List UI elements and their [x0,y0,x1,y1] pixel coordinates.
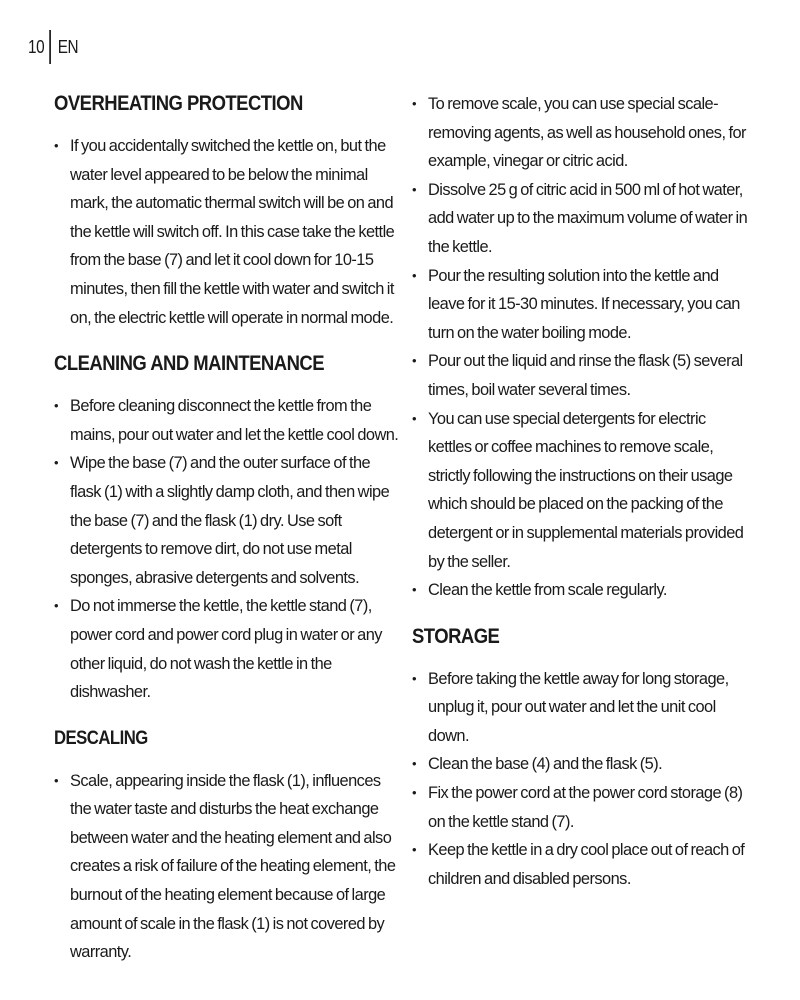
section-storage [412,623,752,894]
list-item: • Wipe the base (7) and the outer surface of the flask (1) with a slightly damp cloth, and then wipe the base (7) and the flask (1) dry. Use soft detergents to remove dirt, do not use metal sponges, abrasive detergents and solvents. [54,449,399,592]
list-item: • Scale, appearing inside the flask (1), influences the water taste and disturbs the heat exchange between water and the heating element and also creates a risk of failure of the heating element, the burnout of the heating element because of large amount of scale in the flask (1) is not covered by warranty. [54,767,399,967]
heading-descaling: DESCALING [54,727,148,749]
list-item: • Clean the base (4) and the flask (5). [412,750,752,779]
descaling-steps-list [412,90,752,605]
list-item: • Dissolve 25 g of citric acid in 500 ml of hot water, add water up to the maximum volume of water in the kettle. [412,176,752,262]
language-code: EN [57,36,79,57]
list-item: • To remove scale, you can use special scale-removing agents, as well as household ones, for example, vinegar or citric acid. [412,90,752,176]
list-item: • Clean the kettle from scale regularly. [412,576,752,605]
right-column [412,90,752,911]
page-header [28,30,78,64]
cleaning-list [54,392,399,707]
heading-cleaning-maintenance: CLEANING AND MAINTENANCE [54,352,325,376]
storage-list [412,665,752,894]
left-column [54,90,399,985]
descaling-list [54,767,399,967]
overheating-list [54,132,399,332]
section-descaling [54,725,399,967]
heading-overheating-protection: OVERHEATING PROTECTION [54,92,303,115]
page-number: 10 [28,36,45,57]
list-item: • You can use special detergents for electric kettles or coffee machines to remove scale, strictly following the instructions on their usage which should be placed on the packing of the detergent or in supplemental materials provided by the seller. [412,405,752,577]
list-item: • Do not immerse the kettle, the kettle stand (7), power cord and power cord plug in water or any other liquid, do not wash the kettle in the dishwasher. [54,592,399,706]
section-overheating-protection [54,90,399,332]
section-cleaning-maintenance [54,350,399,707]
list-item: • Before taking the kettle away for long storage, unplug it, pour out water and let the unit cool down. [412,665,752,751]
list-item: • Keep the kettle in a dry cool place out of reach of children and disabled persons. [412,836,752,893]
list-item: • Fix the power cord at the power cord storage (8) on the kettle stand (7). [412,779,752,836]
heading-storage: STORAGE [412,624,500,648]
list-item: • Before cleaning disconnect the kettle from the mains, pour out water and let the kettle cool down. [54,392,399,449]
list-item: • Pour out the liquid and rinse the flask (5) several times, boil water several times. [412,347,752,404]
section-descaling-continued [412,90,752,605]
header-divider [49,30,51,64]
list-item: • If you accidentally switched the kettle on, but the water level appeared to be below the minimal mark, the automatic thermal switch will be on and the kettle will switch off. In this case take the kettle from the base (7) and let it cool down for 10-15 minutes, then fill the kettle with water and switch it on, the electric kettle will operate in normal mode. [54,132,399,332]
list-item: • Pour the resulting solution into the kettle and leave for it 15-30 minutes. If necessary, you can turn on the water boiling mode. [412,262,752,348]
